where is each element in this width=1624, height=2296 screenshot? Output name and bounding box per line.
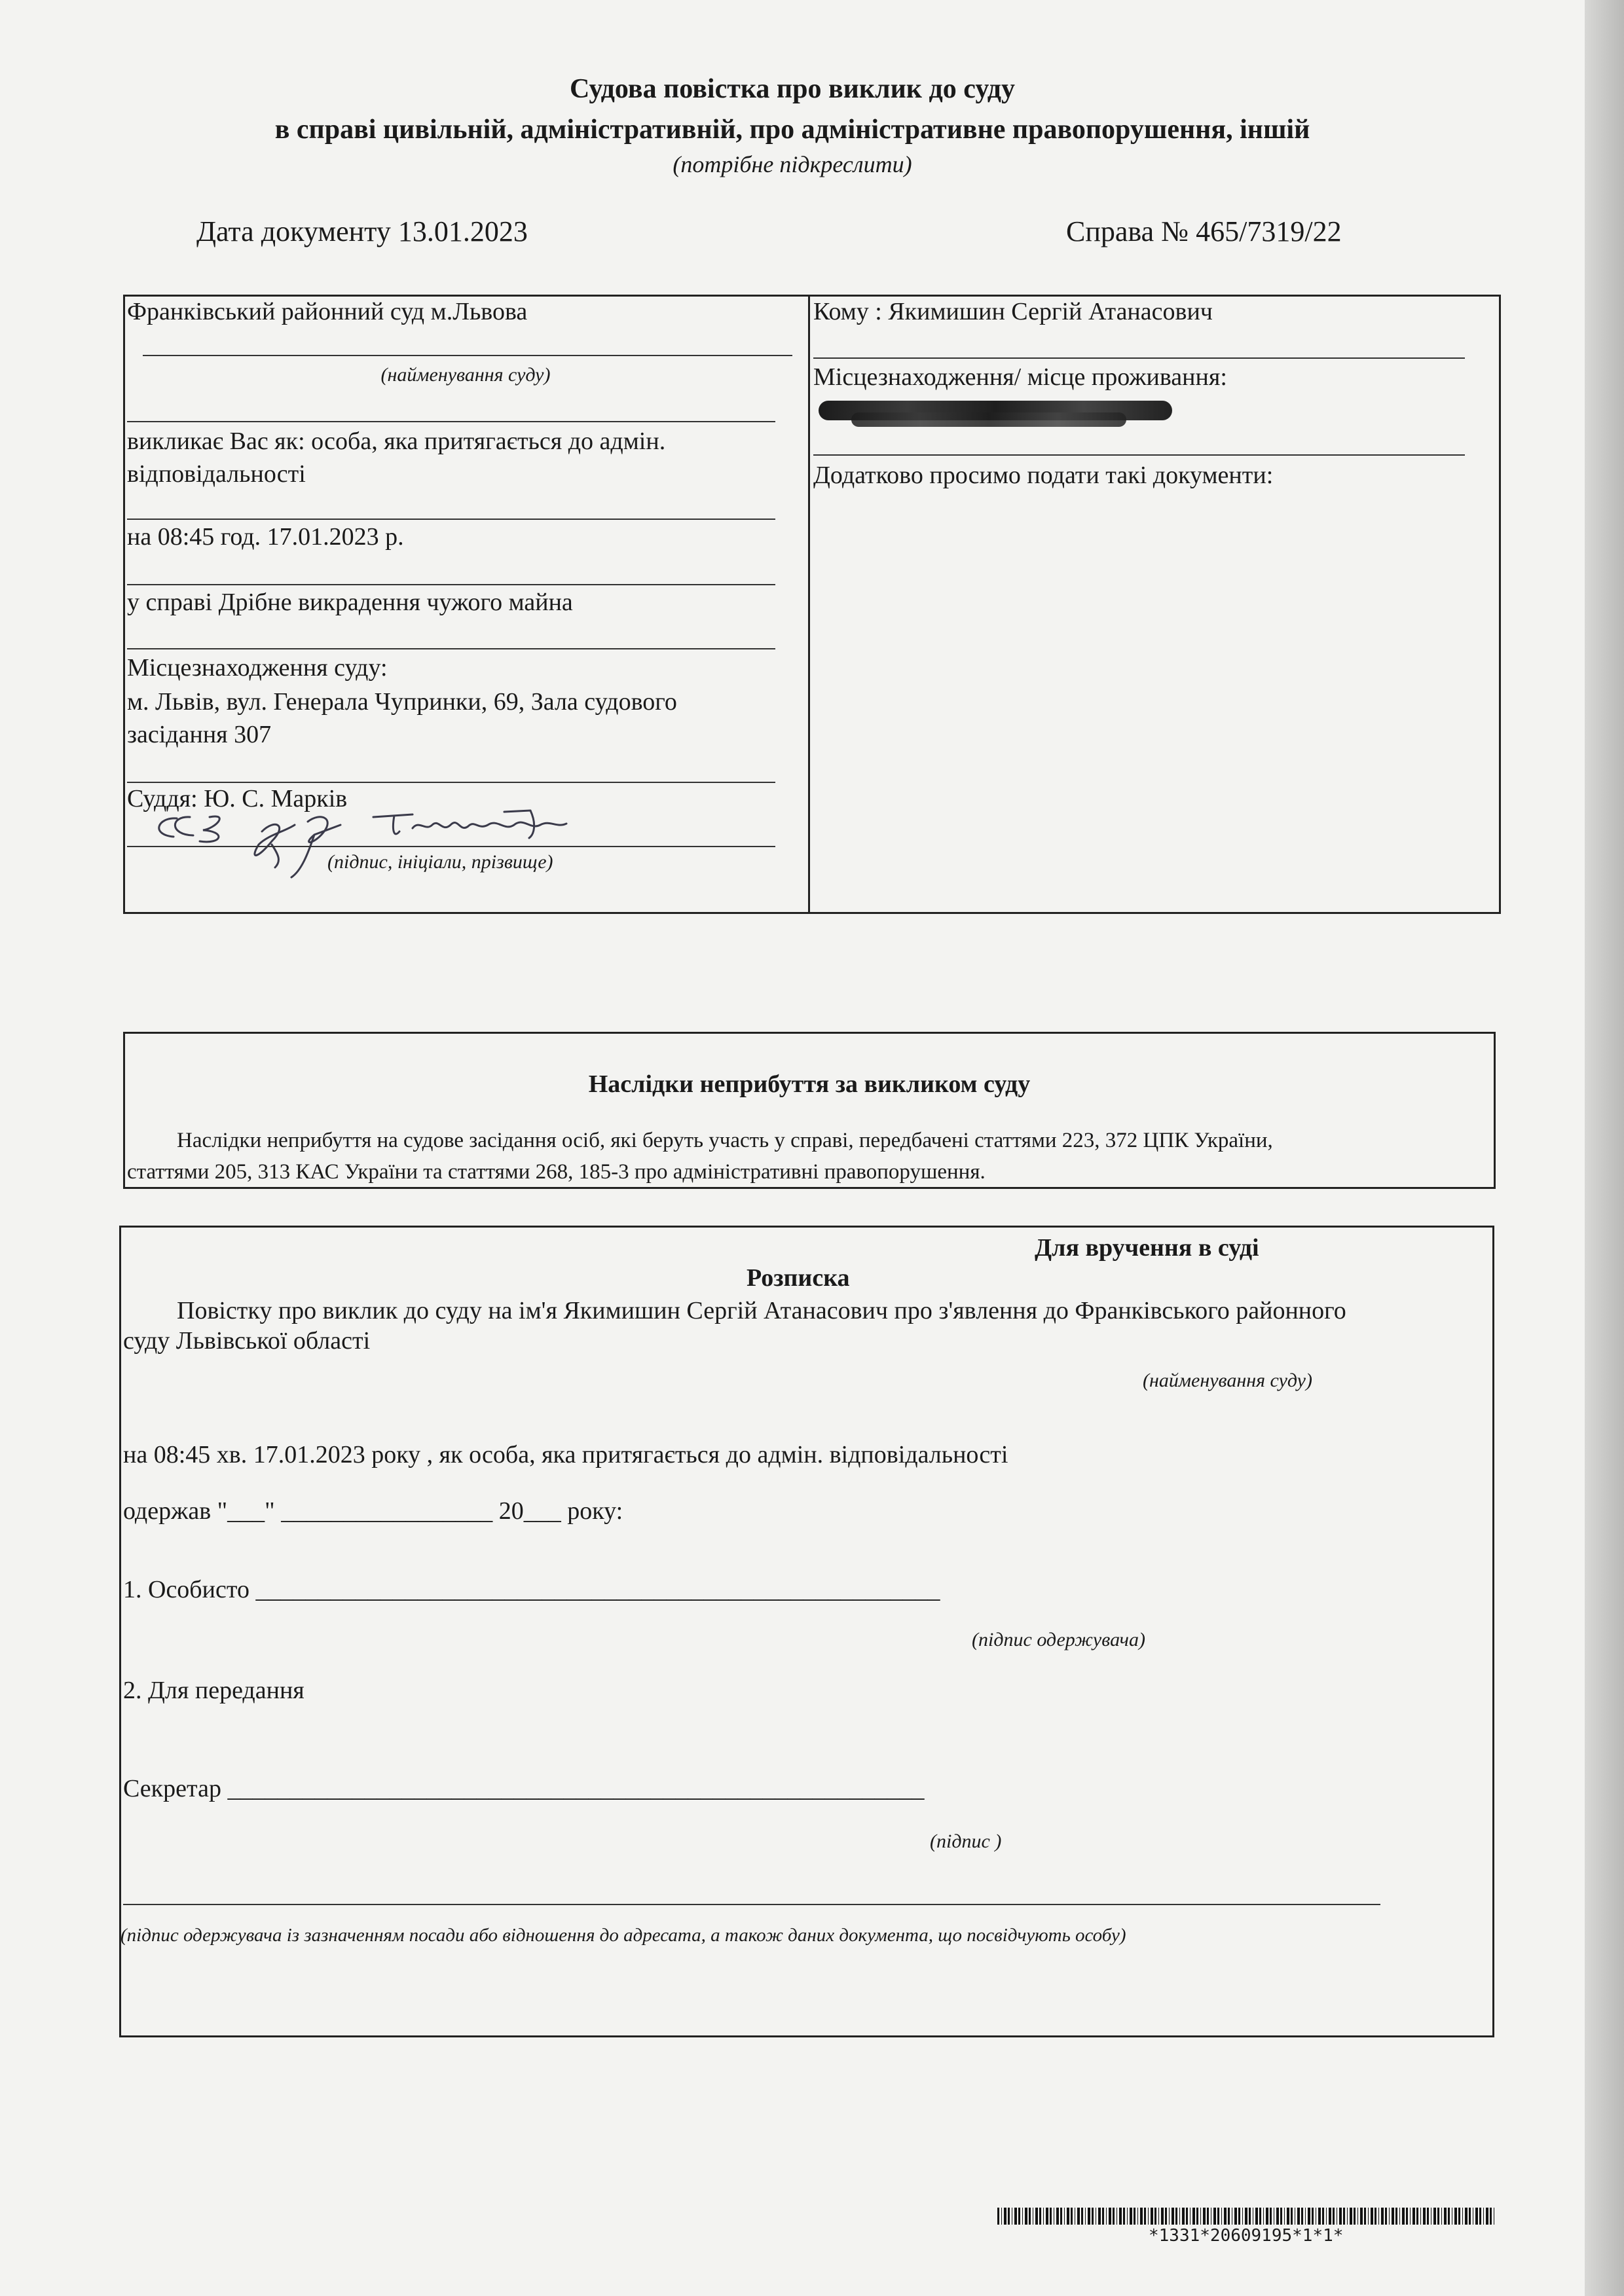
court-location-line2: засідання 307 (127, 721, 272, 748)
underline-note: (потрібне підкреслити) (673, 151, 912, 177)
court-location-label: Місцезнаходження суду: (127, 654, 388, 682)
received-date-line: одержав "___" _________________ 20___ року: (123, 1497, 623, 1525)
receipt-title: Розписка (747, 1264, 850, 1292)
consequences-title: Наслідки неприбуття за викликом суду (588, 1070, 1031, 1098)
document-title-line1: Судова повістка про виклик до суду (570, 74, 1015, 104)
hearing-time: на 08:45 год. 17.01.2023 р. (127, 523, 404, 551)
receipt-court-caption: (найменування суду) (1143, 1370, 1312, 1391)
recipient-signature-caption: (підпис одержувача) (972, 1629, 1145, 1650)
barcode-number: *1331*20609195*1*1* (1149, 2226, 1344, 2246)
rule (127, 584, 775, 585)
secretary-signature-caption: (підпис ) (930, 1831, 1002, 1852)
personally-line: 1. Особисто _______________________________________________________ (123, 1576, 940, 1603)
document-date: Дата документу 13.01.2023 (196, 215, 528, 247)
rule (127, 421, 775, 422)
rule (127, 846, 775, 847)
rule (813, 357, 1465, 359)
receipt-time-line: на 08:45 хв. 17.01.2023 року , як особа, яка притягається до адмін. відповідальності (123, 1441, 1008, 1468)
receipt-text-line1: Повістку про виклик до суду на ім'я Якимишин Сергій Атанасович про з'явлення до Франківського районного (177, 1297, 1346, 1324)
case-subject: у справі Дрібне викрадення чужого майна (127, 589, 573, 616)
rule (143, 355, 792, 356)
additional-documents: Додатково просимо подати такі документи: (813, 462, 1274, 489)
rule (127, 648, 775, 649)
for-court-delivery: Для вручення в суді (1035, 1234, 1259, 1262)
rule (813, 454, 1465, 456)
judge-name: Суддя: Ю. С. Марків (127, 785, 348, 812)
case-number: Справа № 465/7319/22 (1066, 215, 1342, 247)
for-transfer-line: 2. Для передання (123, 1677, 304, 1704)
receipt-text-line2: суду Львівської області (123, 1327, 371, 1355)
judge-signature (138, 805, 714, 890)
court-location-line1: м. Львів, вул. Генерала Чупринки, 69, Зала судового (127, 688, 677, 716)
secretary-line: Секретар ________________________________________________________ (123, 1775, 925, 1802)
summons-role-line1: викликає Вас як: особа, яка притягається до адмін. (127, 428, 666, 455)
column-divider (808, 295, 810, 914)
rule (127, 782, 775, 783)
recipient-name: Кому : Якимишин Сергій Атанасович (813, 298, 1213, 325)
document-title-line2: в справі цивільній, адміністративній, про адміністративне правопорушення, іншій (274, 115, 1310, 145)
consequences-text-line1: Наслідки неприбуття на судове засідання осіб, які беруть участь у справі, передбачені статтями 223, 372 ЦПК України, (177, 1129, 1273, 1152)
redacted-address (851, 412, 1126, 427)
consequences-text-line2: статтями 205, 313 КАС України та статтями 268, 185-3 про адміністративні правопорушення. (127, 1160, 986, 1184)
court-caption: (найменування суду) (380, 364, 551, 386)
rule (123, 1904, 1380, 1905)
signature-caption: (підпис, ініціали, прізвище) (327, 851, 553, 873)
summons-role-line2: відповідальності (127, 460, 306, 488)
barcode (997, 2208, 1496, 2225)
receipt-footnote: (підпис одержувача із зазначенням посади або відношення до адресата, а також даних документа, що посвідчують особу) (120, 1925, 1126, 1946)
rule (127, 519, 775, 520)
court-name: Франківський районний суд м.Львова (127, 298, 528, 325)
recipient-address-label: Місцезнаходження/ місце проживання: (813, 363, 1227, 391)
paper-edge (1585, 0, 1624, 2296)
